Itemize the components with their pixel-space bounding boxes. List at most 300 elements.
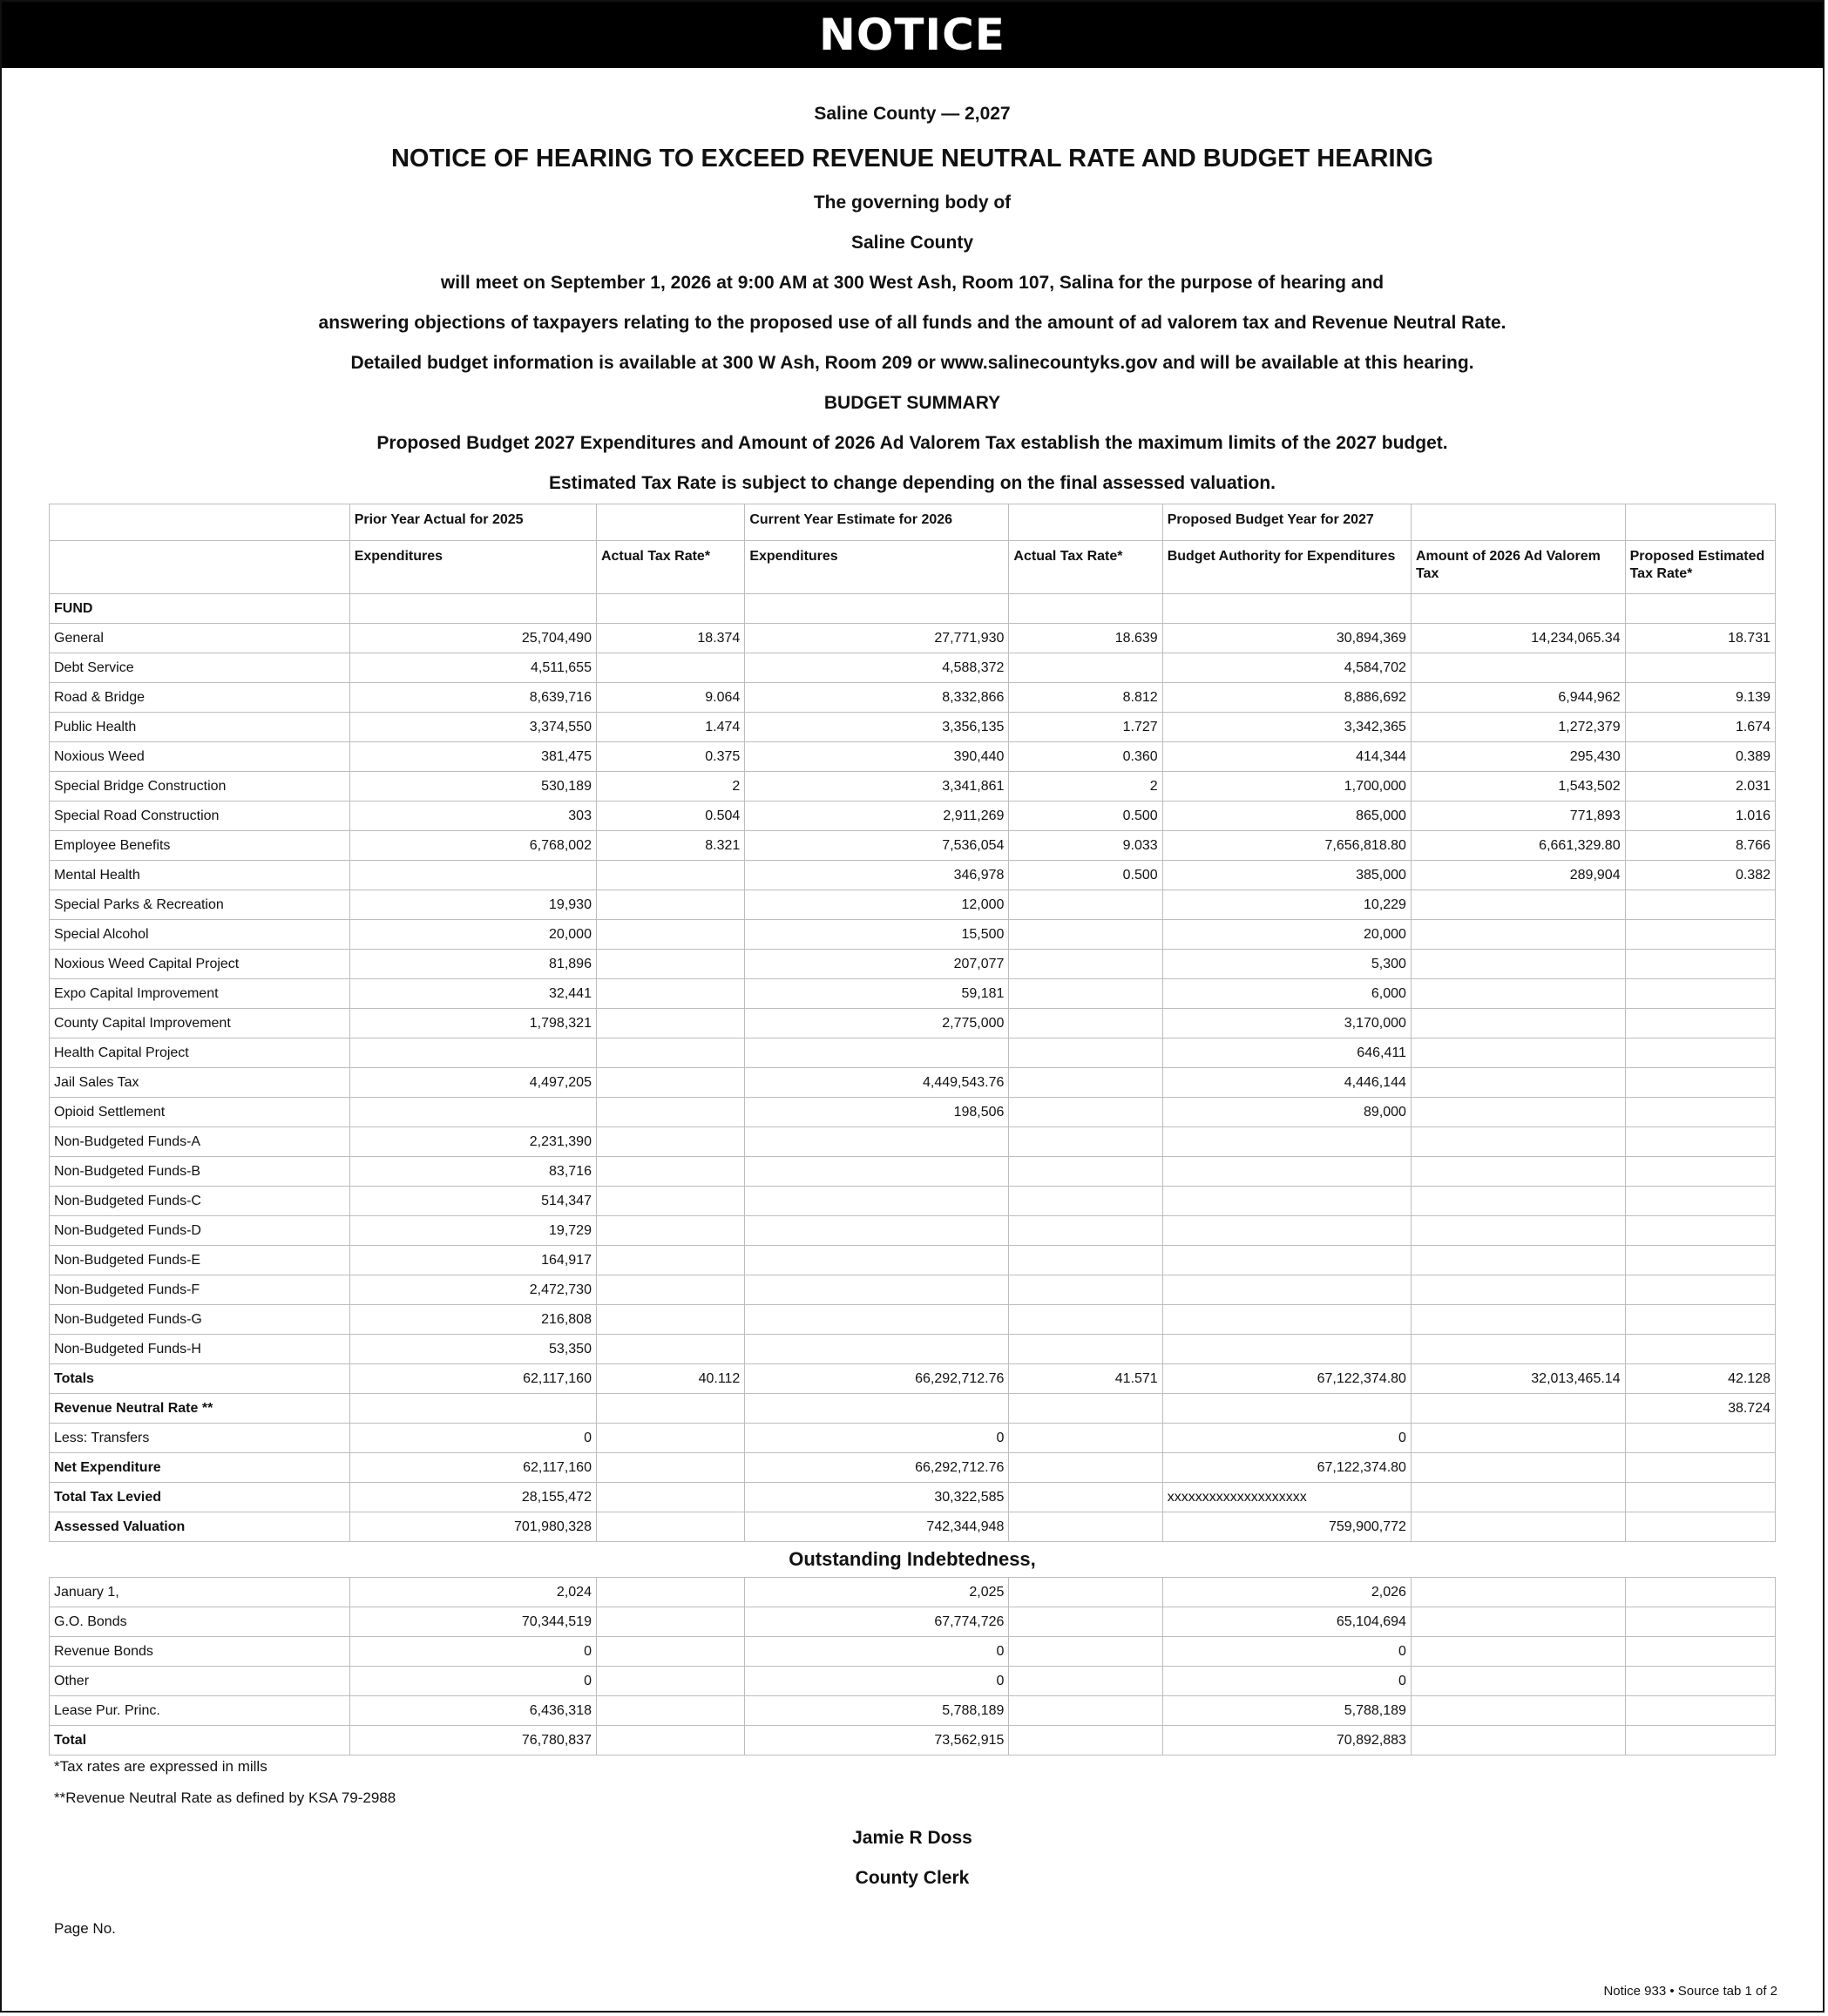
value-cell: 25,704,490	[349, 624, 596, 653]
indebtedness-row	[50, 1637, 1776, 1667]
fund-label: FUND	[50, 594, 350, 624]
value-cell: 381,475	[349, 742, 596, 772]
row-label: Less: Transfers	[50, 1424, 350, 1453]
value-cell	[1009, 1009, 1162, 1038]
value-cell	[1411, 1335, 1625, 1364]
value-cell: 4,497,205	[349, 1068, 596, 1098]
value-cell	[1009, 1246, 1162, 1275]
value-cell: 83,716	[349, 1157, 596, 1187]
value-cell	[596, 1068, 744, 1098]
indebtedness-title: Outstanding Indebtedness,	[789, 1548, 1036, 1570]
row-label: Special Parks & Recreation	[50, 890, 350, 920]
value-cell	[596, 1157, 744, 1187]
empty-cell	[349, 594, 596, 624]
value-cell: 2.031	[1625, 772, 1775, 802]
value-cell: 5,788,189	[745, 1696, 1009, 1726]
value-cell	[1411, 890, 1625, 920]
value-cell	[1411, 1637, 1625, 1667]
value-cell	[596, 1483, 744, 1512]
row-label: Noxious Weed Capital Project	[50, 950, 350, 979]
intro-line-4: answering objections of taxpayers relating to the proposed use of all funds and the amount of ad valorem tax and Revenue Neutral Rate.	[318, 313, 1506, 333]
value-cell: 4,588,372	[745, 653, 1009, 683]
budget_table-row	[50, 1127, 1776, 1157]
value-cell: 3,356,135	[745, 713, 1009, 742]
value-cell	[1625, 1068, 1775, 1098]
value-cell	[1009, 1187, 1162, 1216]
row-label: County Capital Improvement	[50, 1009, 350, 1038]
value-cell	[1625, 1578, 1775, 1607]
value-cell	[1411, 1157, 1625, 1187]
value-cell	[1411, 1275, 1625, 1305]
value-cell	[1009, 1726, 1162, 1756]
value-cell: 62,117,160	[349, 1364, 596, 1394]
value-cell: 41.571	[1009, 1364, 1162, 1394]
value-cell: 18.639	[1009, 624, 1162, 653]
value-cell: 2,024	[349, 1578, 596, 1607]
value-cell: 70,344,519	[349, 1607, 596, 1637]
value-cell	[1009, 1068, 1162, 1098]
value-cell: 3,342,365	[1162, 713, 1411, 742]
budget_table-row	[50, 1424, 1776, 1453]
row-label: Totals	[50, 1364, 350, 1394]
value-cell: 0.500	[1009, 802, 1162, 831]
value-cell: 0	[1162, 1667, 1411, 1696]
value-cell: 207,077	[745, 950, 1009, 979]
budget_table-row	[50, 1098, 1776, 1127]
indebtedness-table	[49, 1577, 1776, 1756]
value-cell: 40.112	[596, 1364, 744, 1394]
budget_table-row	[50, 802, 1776, 831]
intro-line-8: Estimated Tax Rate is subject to change depending on the final assessed valuation.	[549, 473, 1276, 493]
budget_table-row	[50, 713, 1776, 742]
row-label: Non-Budgeted Funds-H	[50, 1335, 350, 1364]
group-header-cell	[596, 504, 744, 541]
value-cell	[1411, 1483, 1625, 1512]
value-cell	[1625, 1726, 1775, 1756]
value-cell	[1411, 1127, 1625, 1157]
value-cell	[1162, 1127, 1411, 1157]
value-cell	[596, 1512, 744, 1542]
value-cell: 5,300	[1162, 950, 1411, 979]
value-cell: 19,729	[349, 1216, 596, 1246]
indebtedness-row	[50, 1696, 1776, 1726]
value-cell	[349, 861, 596, 890]
value-cell: 303	[349, 802, 596, 831]
value-cell: 1.474	[596, 713, 744, 742]
row-label: Non-Budgeted Funds-E	[50, 1246, 350, 1275]
value-cell: 6,661,329.80	[1411, 831, 1625, 861]
value-cell: 4,511,655	[349, 653, 596, 683]
budget_table-row	[50, 1038, 1776, 1068]
value-cell: 2	[1009, 772, 1162, 802]
value-cell: 414,344	[1162, 742, 1411, 772]
value-cell: 7,536,054	[745, 831, 1009, 861]
value-cell: 0.500	[1009, 861, 1162, 890]
value-cell	[596, 920, 744, 950]
budget_table-row	[50, 1483, 1776, 1512]
value-cell: 0	[349, 1637, 596, 1667]
value-cell: 6,000	[1162, 979, 1411, 1009]
value-cell: 2	[596, 772, 744, 802]
empty-cell	[1411, 594, 1625, 624]
value-cell: 27,771,930	[745, 624, 1009, 653]
group-header-cell	[50, 504, 350, 541]
value-cell	[596, 1009, 744, 1038]
value-cell	[745, 1275, 1009, 1305]
column-header-cell: Proposed Estimated Tax Rate*	[1625, 541, 1775, 594]
indebtedness-row	[50, 1607, 1776, 1637]
row-label: Total	[50, 1726, 350, 1756]
value-cell: 30,894,369	[1162, 624, 1411, 653]
value-cell	[1411, 1246, 1625, 1275]
value-cell	[745, 1038, 1009, 1068]
row-label: Non-Budgeted Funds-G	[50, 1305, 350, 1335]
value-cell: 0	[1162, 1424, 1411, 1453]
value-cell	[349, 1394, 596, 1424]
value-cell	[745, 1216, 1009, 1246]
value-cell: 3,374,550	[349, 713, 596, 742]
value-cell	[1625, 653, 1775, 683]
value-cell: 1,543,502	[1411, 772, 1625, 802]
row-label: Mental Health	[50, 861, 350, 890]
value-cell	[745, 1305, 1009, 1335]
column-header-cell: Budget Authority for Expenditures	[1162, 541, 1411, 594]
row-label: Total Tax Levied	[50, 1483, 350, 1512]
row-label: Noxious Weed	[50, 742, 350, 772]
budget_table-row	[50, 1305, 1776, 1335]
budget_table-row	[50, 1453, 1776, 1483]
column-header-cell: Expenditures	[745, 541, 1009, 594]
budget_table-row	[50, 772, 1776, 802]
value-cell: 9.139	[1625, 683, 1775, 713]
value-cell	[1625, 1453, 1775, 1483]
value-cell	[1411, 1453, 1625, 1483]
value-cell	[596, 1275, 744, 1305]
value-cell	[1411, 979, 1625, 1009]
value-cell: 38.724	[1625, 1394, 1775, 1424]
group-header-row	[50, 504, 1776, 541]
value-cell	[596, 1424, 744, 1453]
value-cell: 5,788,189	[1162, 1696, 1411, 1726]
value-cell	[596, 1637, 744, 1667]
value-cell: 216,808	[349, 1305, 596, 1335]
value-cell: 198,506	[745, 1098, 1009, 1127]
value-cell	[596, 890, 744, 920]
value-cell: 53,350	[349, 1335, 596, 1364]
value-cell: 8.321	[596, 831, 744, 861]
value-cell: 385,000	[1162, 861, 1411, 890]
value-cell	[596, 861, 744, 890]
value-cell	[1009, 1607, 1162, 1637]
value-cell	[1162, 1335, 1411, 1364]
budget_table-row	[50, 890, 1776, 920]
value-cell	[1411, 1187, 1625, 1216]
value-cell	[1625, 1187, 1775, 1216]
value-cell: 295,430	[1411, 742, 1625, 772]
value-cell	[349, 1098, 596, 1127]
value-cell: 9.064	[596, 683, 744, 713]
budget_table-row	[50, 1009, 1776, 1038]
intro-line-3: will meet on September 1, 2026 at 9:00 AM at 300 West Ash, Room 107, Salina for the purpose of hearing and	[440, 273, 1385, 293]
value-cell: 0	[745, 1667, 1009, 1696]
value-cell: 514,347	[349, 1187, 596, 1216]
value-cell: 759,900,772	[1162, 1512, 1411, 1542]
value-cell: 9.033	[1009, 831, 1162, 861]
value-cell: 66,292,712.76	[745, 1364, 1009, 1394]
value-cell	[596, 1453, 744, 1483]
value-cell: 1,272,379	[1411, 713, 1625, 742]
value-cell: 18.374	[596, 624, 744, 653]
column-header-cell: Actual Tax Rate*	[596, 541, 744, 594]
budget_table-row	[50, 683, 1776, 713]
empty-cell	[1162, 594, 1411, 624]
row-label: Non-Budgeted Funds-F	[50, 1275, 350, 1305]
value-cell: 6,944,962	[1411, 683, 1625, 713]
value-cell	[745, 1187, 1009, 1216]
signer-name: Jamie R Doss	[852, 1828, 972, 1848]
value-cell	[1625, 950, 1775, 979]
row-label: Opioid Settlement	[50, 1098, 350, 1127]
row-label: Employee Benefits	[50, 831, 350, 861]
value-cell	[596, 1607, 744, 1637]
column-header-row	[50, 541, 1776, 594]
value-cell	[1162, 1275, 1411, 1305]
row-label: Other	[50, 1667, 350, 1696]
value-cell: 12,000	[745, 890, 1009, 920]
row-label: Debt Service	[50, 653, 350, 683]
budget_table-row	[50, 1335, 1776, 1364]
value-cell: 1.016	[1625, 802, 1775, 831]
value-cell: 76,780,837	[349, 1726, 596, 1756]
intro-line-1: The governing body of	[813, 193, 1012, 213]
value-cell	[1009, 1483, 1162, 1512]
signer-title: County Clerk	[855, 1868, 970, 1888]
value-cell	[1625, 1127, 1775, 1157]
value-cell: 89,000	[1162, 1098, 1411, 1127]
value-cell: 2,231,390	[349, 1127, 596, 1157]
value-cell	[596, 1667, 744, 1696]
value-cell	[1009, 1394, 1162, 1424]
notice-content	[2, 94, 1823, 1949]
value-cell	[1411, 1726, 1625, 1756]
value-cell	[1009, 1424, 1162, 1453]
budget_table-row	[50, 979, 1776, 1009]
value-cell: 81,896	[349, 950, 596, 979]
value-cell	[745, 1394, 1009, 1424]
value-cell: 3,341,861	[745, 772, 1009, 802]
value-cell	[1009, 1667, 1162, 1696]
value-cell: 62,117,160	[349, 1453, 596, 1483]
row-label: Revenue Neutral Rate **	[50, 1394, 350, 1424]
group-header-cell	[1009, 504, 1162, 541]
value-cell	[1009, 1512, 1162, 1542]
value-cell	[1009, 1127, 1162, 1157]
value-cell: 73,562,915	[745, 1726, 1009, 1756]
value-cell	[596, 1394, 744, 1424]
value-cell: 8.766	[1625, 831, 1775, 861]
value-cell	[1625, 1424, 1775, 1453]
value-cell: 7,656,818.80	[1162, 831, 1411, 861]
value-cell	[1625, 1009, 1775, 1038]
intro-line-7: Proposed Budget 2027 Expenditures and Amount of 2026 Ad Valorem Tax establish the maximum limits of the 2027 budget.	[376, 433, 1448, 453]
value-cell	[1411, 653, 1625, 683]
notice-banner: NOTICE	[2, 2, 1823, 68]
value-cell: 59,181	[745, 979, 1009, 1009]
value-cell: 164,917	[349, 1246, 596, 1275]
value-cell: 4,449,543.76	[745, 1068, 1009, 1098]
value-cell	[1411, 1009, 1625, 1038]
value-cell	[1411, 1424, 1625, 1453]
footnote-revenue-neutral: **Revenue Neutral Rate as defined by KSA 79-2988	[54, 1789, 396, 1806]
value-cell: xxxxxxxxxxxxxxxxxxxx	[1162, 1483, 1411, 1512]
value-cell	[1009, 1098, 1162, 1127]
value-cell	[745, 1157, 1009, 1187]
budget_table-row	[50, 653, 1776, 683]
value-cell	[1411, 1216, 1625, 1246]
group-header-cell	[1411, 504, 1625, 541]
value-cell	[596, 1726, 744, 1756]
value-cell	[1625, 1607, 1775, 1637]
value-cell	[1009, 1637, 1162, 1667]
value-cell	[596, 1098, 744, 1127]
column-header-cell: Amount of 2026 Ad Valorem Tax	[1411, 541, 1625, 594]
value-cell	[1625, 1157, 1775, 1187]
value-cell: 530,189	[349, 772, 596, 802]
value-cell	[1625, 1216, 1775, 1246]
value-cell	[1009, 1578, 1162, 1607]
row-label: Health Capital Project	[50, 1038, 350, 1068]
budget_table-row	[50, 1187, 1776, 1216]
value-cell	[1162, 1246, 1411, 1275]
value-cell: 1,700,000	[1162, 772, 1411, 802]
value-cell	[1009, 653, 1162, 683]
value-cell: 8,886,692	[1162, 683, 1411, 713]
row-label: Non-Budgeted Funds-B	[50, 1157, 350, 1187]
value-cell	[1625, 1696, 1775, 1726]
value-cell	[1411, 920, 1625, 950]
row-label: Public Health	[50, 713, 350, 742]
value-cell	[745, 1246, 1009, 1275]
value-cell	[1009, 1453, 1162, 1483]
value-cell: 390,440	[745, 742, 1009, 772]
value-cell	[1009, 920, 1162, 950]
value-cell	[1411, 1667, 1625, 1696]
row-label: Non-Budgeted Funds-A	[50, 1127, 350, 1157]
indebtedness-row	[50, 1667, 1776, 1696]
value-cell: 2,911,269	[745, 802, 1009, 831]
value-cell	[1009, 890, 1162, 920]
value-cell: 0	[349, 1667, 596, 1696]
row-label: Assessed Valuation	[50, 1512, 350, 1542]
value-cell: 0.360	[1009, 742, 1162, 772]
empty-cell	[596, 594, 744, 624]
value-cell: 2,026	[1162, 1578, 1411, 1607]
row-label: January 1,	[50, 1578, 350, 1607]
value-cell: 0.504	[596, 802, 744, 831]
value-cell: 20,000	[349, 920, 596, 950]
value-cell	[1625, 920, 1775, 950]
row-label: General	[50, 624, 350, 653]
value-cell: 19,930	[349, 890, 596, 920]
row-label: Lease Pur. Princ.	[50, 1696, 350, 1726]
value-cell: 70,892,883	[1162, 1726, 1411, 1756]
value-cell	[596, 1127, 744, 1157]
value-cell: 4,584,702	[1162, 653, 1411, 683]
value-cell	[596, 1305, 744, 1335]
row-label: Expo Capital Improvement	[50, 979, 350, 1009]
budget-summary-table	[49, 504, 1776, 1542]
value-cell: 0.382	[1625, 861, 1775, 890]
value-cell	[745, 1127, 1009, 1157]
value-cell: 865,000	[1162, 802, 1411, 831]
value-cell	[1411, 950, 1625, 979]
empty-cell	[745, 594, 1009, 624]
group-header-cell	[1625, 504, 1775, 541]
value-cell	[596, 1246, 744, 1275]
row-label: Non-Budgeted Funds-D	[50, 1216, 350, 1246]
value-cell	[1162, 1216, 1411, 1246]
column-header-cell	[50, 541, 350, 594]
budget_table-row	[50, 1364, 1776, 1394]
budget_table-row	[50, 920, 1776, 950]
value-cell	[1411, 1512, 1625, 1542]
row-label: Non-Budgeted Funds-C	[50, 1187, 350, 1216]
value-cell: 18.731	[1625, 624, 1775, 653]
value-cell: 67,774,726	[745, 1607, 1009, 1637]
value-cell: 2,025	[745, 1578, 1009, 1607]
value-cell: 0	[745, 1637, 1009, 1667]
value-cell: 346,978	[745, 861, 1009, 890]
budget_table-row	[50, 1246, 1776, 1275]
row-label: Jail Sales Tax	[50, 1068, 350, 1098]
value-cell	[1625, 1335, 1775, 1364]
budget_table-row	[50, 950, 1776, 979]
value-cell	[1625, 1246, 1775, 1275]
value-cell: 8.812	[1009, 683, 1162, 713]
value-cell	[1625, 1098, 1775, 1127]
row-label: G.O. Bonds	[50, 1607, 350, 1637]
row-label: Special Road Construction	[50, 802, 350, 831]
value-cell: 1.727	[1009, 713, 1162, 742]
value-cell: 0	[1162, 1637, 1411, 1667]
row-label: Special Bridge Construction	[50, 772, 350, 802]
value-cell	[1625, 1038, 1775, 1068]
page-number: Page No.	[54, 1920, 116, 1937]
value-cell	[1411, 1394, 1625, 1424]
value-cell: 2,472,730	[349, 1275, 596, 1305]
value-cell: 65,104,694	[1162, 1607, 1411, 1637]
value-cell: 30,322,585	[745, 1483, 1009, 1512]
value-cell	[596, 653, 744, 683]
value-cell: 771,893	[1411, 802, 1625, 831]
value-cell: 8,332,866	[745, 683, 1009, 713]
county-year: Saline County — 2,027	[814, 104, 1011, 124]
value-cell	[1625, 979, 1775, 1009]
value-cell	[1162, 1187, 1411, 1216]
value-cell	[596, 1216, 744, 1246]
value-cell	[1411, 1578, 1625, 1607]
value-cell	[596, 1187, 744, 1216]
value-cell: 66,292,712.76	[745, 1453, 1009, 1483]
row-label: Net Expenditure	[50, 1453, 350, 1483]
budget_table-row	[50, 624, 1776, 653]
intro-line-5: Detailed budget information is available at 300 W Ash, Room 209 or www.salinecountyks.gov and will be available at this hearing.	[350, 353, 1474, 373]
value-cell	[596, 1696, 744, 1726]
footnote-tax-rates: *Tax rates are expressed in mills	[54, 1758, 267, 1775]
budget_table-row	[50, 1275, 1776, 1305]
value-cell: 742,344,948	[745, 1512, 1009, 1542]
notice-title: NOTICE OF HEARING TO EXCEED REVENUE NEUTRAL RATE AND BUDGET HEARING	[390, 145, 1434, 173]
